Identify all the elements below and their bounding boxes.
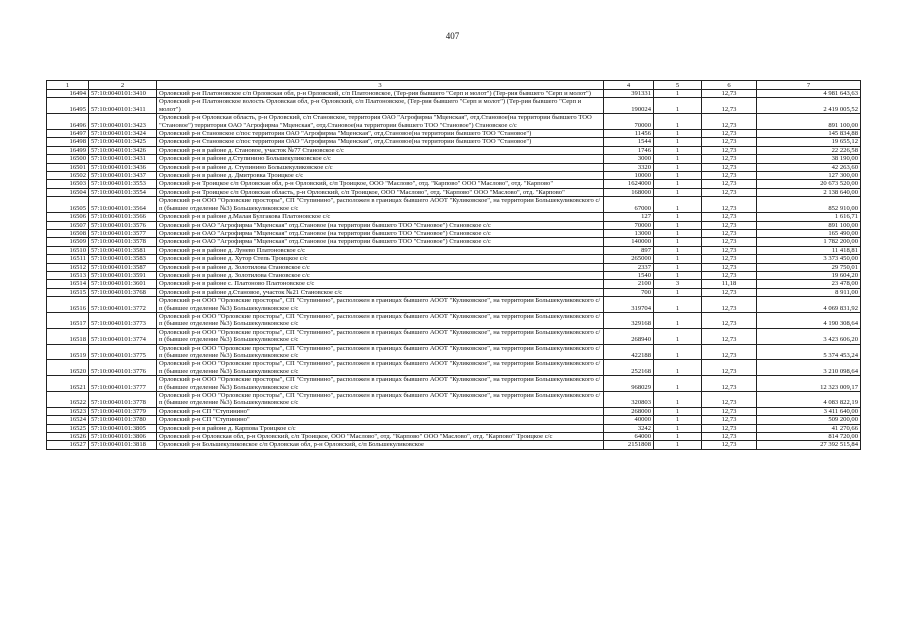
location-description-cell: Орловский р-н в районе д. Золотилова Становское с/с <box>157 263 604 271</box>
location-description-cell: Орловский р-н ООО "Орловские просторы", СП "Ступинино", расположен в границах бывшего АООТ "Куликовское", на территории Большекуликовского с/п (бывшее отделение №3) Большекуликовское с/с <box>157 328 604 344</box>
unit-price-cell: 12,73 <box>702 172 757 180</box>
unit-price-cell: 12,73 <box>702 138 757 146</box>
cadastral-number-cell: 57:10:0040101:3772 <box>89 297 157 313</box>
cadastral-number-cell: 57:10:0040101:3576 <box>89 221 157 229</box>
location-description-cell: Орловский р-н ОАО "Агрофирма "Мценская" отд.Становое (на территории бывшего ТОО "Становое") Становское с/с <box>157 221 604 229</box>
unit-price-cell: 12,73 <box>702 344 757 360</box>
unit-price-cell: 12,73 <box>702 424 757 432</box>
area-cell: 968029 <box>604 376 654 392</box>
unit-price-cell: 12,73 <box>702 297 757 313</box>
unit-price-cell: 12,73 <box>702 263 757 271</box>
area-cell: 319704 <box>604 297 654 313</box>
row-number-cell: 16505 <box>47 197 89 213</box>
table-row <box>47 441 861 449</box>
share-cell: 1 <box>654 441 702 449</box>
area-cell: 64000 <box>604 433 654 441</box>
cadastral-number-cell: 57:10:0040101:3436 <box>89 163 157 171</box>
share-cell: 1 <box>654 197 702 213</box>
row-number-cell: 16517 <box>47 312 89 328</box>
share-cell: 1 <box>654 172 702 180</box>
area-cell: 13000 <box>604 229 654 237</box>
unit-price-cell: 12,73 <box>702 312 757 328</box>
area-cell: 2100 <box>604 280 654 288</box>
share-cell: 1 <box>654 180 702 188</box>
cadastral-number-cell: 57:10:0040101:3437 <box>89 172 157 180</box>
unit-price-cell: 12,73 <box>702 376 757 392</box>
area-cell: 70000 <box>604 114 654 130</box>
location-description-cell: Орловский р-н ООО "Орловские просторы", СП "Ступинино", расположен в границах бывшего АООТ "Куликовское", на территории Большекуликовского с/п (бывшее отделение №3) Большекуликовское с/с <box>157 392 604 408</box>
area-cell: 190024 <box>604 98 654 114</box>
location-description-cell: Орловский р-н в районе д. Становое, участок №77 Становское с/с <box>157 146 604 154</box>
share-cell: 1 <box>654 238 702 246</box>
location-description-cell: Орловский р-н в районе д. Золотилова Становское с/с <box>157 271 604 279</box>
share-cell: 1 <box>654 114 702 130</box>
table-row <box>47 392 861 408</box>
table-header-row <box>47 81 861 90</box>
table-row <box>47 163 861 171</box>
row-number-cell: 16509 <box>47 238 89 246</box>
table-row <box>47 255 861 263</box>
table-row <box>47 280 861 288</box>
cadastral-number-cell: 57:10:0040101:3777 <box>89 376 157 392</box>
cadastral-value-cell: 27 392 515,84 <box>757 441 861 449</box>
unit-price-cell: 12,73 <box>702 221 757 229</box>
row-number-cell: 16504 <box>47 188 89 196</box>
location-description-cell: Орловский р-н в районе д.Ступинино Большекуликовское с/с <box>157 155 604 163</box>
cadastral-value-cell: 2 138 640,00 <box>757 188 861 196</box>
area-cell: 329168 <box>604 312 654 328</box>
row-number-cell: 16514 <box>47 280 89 288</box>
header-cell: 5 <box>654 81 702 90</box>
location-description-cell: Орловский р-н Троицкое с/п Орловская область, р-н Орловский, с/п Троицкое, ООО "Маслово", отд. "Карпово" ООО "Маслово", отд. "Карпово" <box>157 188 604 196</box>
cadastral-number-cell: 57:10:0040101:3591 <box>89 271 157 279</box>
area-cell: 1544 <box>604 138 654 146</box>
area-cell: 1624000 <box>604 180 654 188</box>
location-description-cell: Орловский р-н Орловская обл, р-н Орловский, с/п Троицкое, ООО "Маслово", отд. "Карпово" ООО "Маслово", отд. "Карпово" Троицкое с/с <box>157 433 604 441</box>
table-row <box>47 407 861 415</box>
location-description-cell: Орловский р-н ООО "Орловские просторы", СП "Ступинино", расположен в границах бывшего АООТ "Куликовское", на территории Большекуликовского с/п (бывшее отделение №3) Большекуликовское с/с <box>157 360 604 376</box>
share-cell: 1 <box>654 424 702 432</box>
area-cell: 3242 <box>604 424 654 432</box>
cadastral-value-cell: 5 374 453,24 <box>757 344 861 360</box>
unit-price-cell: 12,73 <box>702 98 757 114</box>
share-cell: 1 <box>654 255 702 263</box>
cadastral-value-cell: 509 200,00 <box>757 416 861 424</box>
area-cell: 320803 <box>604 392 654 408</box>
row-number-cell: 16498 <box>47 138 89 146</box>
table-row <box>47 180 861 188</box>
row-number-cell: 16502 <box>47 172 89 180</box>
row-number-cell: 16510 <box>47 246 89 254</box>
share-cell: 1 <box>654 312 702 328</box>
cadastral-value-cell: 2 419 005,52 <box>757 98 861 114</box>
location-description-cell: Орловский р-н Платоновское с/п Орловская обл, р-н Орловский, с/п Платоновское, (Тер-рия бывшего "Серп и молот") (Тер-рия бывшего "Серп и молот") <box>157 90 604 98</box>
row-number-cell: 16500 <box>47 155 89 163</box>
share-cell: 1 <box>654 246 702 254</box>
cadastral-number-cell: 57:10:0040101:3774 <box>89 328 157 344</box>
row-number-cell: 16508 <box>47 229 89 237</box>
row-number-cell: 16527 <box>47 441 89 449</box>
unit-price-cell: 12,73 <box>702 246 757 254</box>
share-cell: 1 <box>654 138 702 146</box>
header-cell: 4 <box>604 81 654 90</box>
cadastral-value-cell: 23 478,00 <box>757 280 861 288</box>
cadastral-number-cell: 57:10:0040101:3554 <box>89 188 157 196</box>
table-row <box>47 155 861 163</box>
cadastral-value-cell: 4 190 308,64 <box>757 312 861 328</box>
cadastral-value-cell: 814 720,00 <box>757 433 861 441</box>
unit-price-cell: 12,73 <box>702 271 757 279</box>
share-cell: 1 <box>654 328 702 344</box>
share-cell: 1 <box>654 155 702 163</box>
row-number-cell: 16523 <box>47 407 89 415</box>
share-cell: 1 <box>654 297 702 313</box>
row-number-cell: 16521 <box>47 376 89 392</box>
row-number-cell: 16520 <box>47 360 89 376</box>
unit-price-cell: 12,73 <box>702 328 757 344</box>
table-row <box>47 416 861 424</box>
location-description-cell: Орловский р-н в районе д. Ступинино Большекуликовское с/с <box>157 163 604 171</box>
unit-price-cell: 12,73 <box>702 163 757 171</box>
cadastral-value-cell: 1 782 200,00 <box>757 238 861 246</box>
area-cell: 1746 <box>604 146 654 154</box>
cadastral-number-cell: 57:10:0040101:3564 <box>89 197 157 213</box>
location-description-cell: Орловский р-н СП "Ступинино" <box>157 407 604 415</box>
share-cell: 1 <box>654 288 702 296</box>
location-description-cell: Орловский р-н в районе д.Становое, участок №21 Становское с/с <box>157 288 604 296</box>
share-cell: 1 <box>654 130 702 138</box>
cadastral-value-cell: 12 323 009,17 <box>757 376 861 392</box>
unit-price-cell: 12,73 <box>702 407 757 415</box>
row-number-cell: 16512 <box>47 263 89 271</box>
table-row <box>47 130 861 138</box>
table-row <box>47 263 861 271</box>
cadastral-value-cell: 4 069 831,92 <box>757 297 861 313</box>
row-number-cell: 16524 <box>47 416 89 424</box>
cadastral-number-cell: 57:10:0040101:3779 <box>89 407 157 415</box>
area-cell: 422188 <box>604 344 654 360</box>
location-description-cell: Орловский р-н Орловская область, р-н Орловский, с/п Становское, территория ОАО "Агрофирма "Мценская", отд.Становое(на территории бывшего ТОО "Становое") территория ОАО "Агрофирма "Мценская", отд.Становое(на территории бывшего ТОО "Становое") Становское с/с <box>157 114 604 130</box>
location-description-cell: Орловский р-н Платоновское волость Орловская обл, р-н Орловский, с/п Платоновское, (Тер-рия бывшего "Серп и молот") (Тер-рия бывшего "Серп и молот") <box>157 98 604 114</box>
header-cell: 6 <box>702 81 757 90</box>
area-cell: 67000 <box>604 197 654 213</box>
table-row <box>47 376 861 392</box>
location-description-cell: Орловский р-н ОАО "Агрофирма "Мценская" отд.Становое (на территории бывшего ТОО "Становое") Становское с/с <box>157 238 604 246</box>
row-number-cell: 16525 <box>47 424 89 432</box>
cadastral-value-cell: 42 263,60 <box>757 163 861 171</box>
cadastral-value-cell: 19 604,20 <box>757 271 861 279</box>
unit-price-cell: 12,73 <box>702 130 757 138</box>
location-description-cell: Орловский р-н в районе д.Малая Булгакова Платоновское с/с <box>157 213 604 221</box>
unit-price-cell: 12,73 <box>702 197 757 213</box>
unit-price-cell: 12,73 <box>702 441 757 449</box>
area-cell: 700 <box>604 288 654 296</box>
cadastral-value-cell: 891 100,00 <box>757 221 861 229</box>
unit-price-cell: 12,73 <box>702 213 757 221</box>
share-cell: 1 <box>654 407 702 415</box>
row-number-cell: 16518 <box>47 328 89 344</box>
share-cell: 1 <box>654 188 702 196</box>
cadastral-value-cell: 3 210 098,64 <box>757 360 861 376</box>
area-cell: 265000 <box>604 255 654 263</box>
cadastral-value-cell: 19 655,12 <box>757 138 861 146</box>
unit-price-cell: 12,73 <box>702 114 757 130</box>
location-description-cell: Орловский р-н ООО "Орловские просторы", СП "Ступинино", расположен в границах бывшего АООТ "Куликовское", на территории Большекуликовского с/п (бывшее отделение №3) Большекуликовское с/с <box>157 376 604 392</box>
row-number-cell: 16503 <box>47 180 89 188</box>
page-number: 407 <box>445 31 460 41</box>
table-row <box>47 271 861 279</box>
header-cell: 3 <box>157 81 604 90</box>
cadastral-value-cell: 1 616,71 <box>757 213 861 221</box>
cadastral-number-cell: 57:10:0040101:3426 <box>89 146 157 154</box>
unit-price-cell: 12,73 <box>702 360 757 376</box>
header-cell: 7 <box>757 81 861 90</box>
cadastral-value-cell: 145 834,88 <box>757 130 861 138</box>
unit-price-cell: 12,73 <box>702 416 757 424</box>
row-number-cell: 16516 <box>47 297 89 313</box>
share-cell: 1 <box>654 263 702 271</box>
unit-price-cell: 12,73 <box>702 238 757 246</box>
share-cell: 1 <box>654 98 702 114</box>
area-cell: 11456 <box>604 130 654 138</box>
table-row <box>47 172 861 180</box>
area-cell: 1540 <box>604 271 654 279</box>
cadastral-value-cell: 127 300,00 <box>757 172 861 180</box>
cadastral-value-cell: 4 981 643,63 <box>757 90 861 98</box>
cadastral-value-cell: 891 100,00 <box>757 114 861 130</box>
header-cell: 2 <box>89 81 157 90</box>
unit-price-cell: 12,73 <box>702 255 757 263</box>
area-cell: 10000 <box>604 172 654 180</box>
cadastral-value-cell: 4 083 822,19 <box>757 392 861 408</box>
cadastral-number-cell: 57:10:0040101:3775 <box>89 344 157 360</box>
row-number-cell: 16495 <box>47 98 89 114</box>
cadastral-value-cell: 852 910,00 <box>757 197 861 213</box>
area-cell: 127 <box>604 213 654 221</box>
cadastral-number-cell: 57:10:0040101:3583 <box>89 255 157 263</box>
location-description-cell: Орловский р-н ОАО "Агрофирма "Мценская" отд.Становое (на территории бывшего ТОО "Становое") Становское с/с <box>157 229 604 237</box>
location-description-cell: Орловский р-н ООО "Орловские просторы", СП "Ступинино", расположен в границах бывшего АООТ "Куликовское", на территории Большекуликовского с/п (бывшее отделение №3) Большекуликовское с/с <box>157 344 604 360</box>
cadastral-value-cell: 41 270,66 <box>757 424 861 432</box>
table-row <box>47 328 861 344</box>
row-number-cell: 16497 <box>47 130 89 138</box>
cadastral-number-cell: 57:10:0040101:3581 <box>89 246 157 254</box>
unit-price-cell: 12,73 <box>702 90 757 98</box>
cadastral-number-cell: 57:10:0040101:3806 <box>89 433 157 441</box>
share-cell: 1 <box>654 376 702 392</box>
area-cell: 391331 <box>604 90 654 98</box>
cadastral-value-cell: 29 750,01 <box>757 263 861 271</box>
location-description-cell: Орловский р-н ООО "Орловские просторы", СП "Ступинино", расположен в границах бывшего АООТ "Куликовское", на территории Большекуликовского с/п (бывшее отделение №3) Большекуликовское с/с <box>157 297 604 313</box>
location-description-cell: Орловский р-н в районе д. Карпова Троицкое с/с <box>157 424 604 432</box>
location-description-cell: Орловский р-н Становское с/пос территория ОАО "Агрофирма "Мценская", отд.Становое(на территории бывшего ТОО "Становое") <box>157 130 604 138</box>
table-row <box>47 114 861 130</box>
share-cell: 1 <box>654 360 702 376</box>
share-cell: 3 <box>654 280 702 288</box>
cadastral-value-cell: 165 490,00 <box>757 229 861 237</box>
location-description-cell: Орловский р-н в районе д. Лунево Платоновское с/с <box>157 246 604 254</box>
cadastral-number-cell: 57:10:0040101:3410 <box>89 90 157 98</box>
area-cell: 268000 <box>604 407 654 415</box>
table-row <box>47 344 861 360</box>
unit-price-cell: 12,73 <box>702 433 757 441</box>
unit-price-cell: 12,73 <box>702 146 757 154</box>
unit-price-cell: 12,73 <box>702 155 757 163</box>
cadastral-number-cell: 57:10:0040101:3431 <box>89 155 157 163</box>
table-body <box>47 90 861 450</box>
location-description-cell: Орловский р-н СП "Ступинино" <box>157 416 604 424</box>
share-cell: 1 <box>654 416 702 424</box>
area-cell: 268940 <box>604 328 654 344</box>
table-row <box>47 238 861 246</box>
table-row <box>47 221 861 229</box>
table-row <box>47 197 861 213</box>
share-cell: 1 <box>654 213 702 221</box>
table-row <box>47 138 861 146</box>
location-description-cell: Орловский р-н ООО "Орловские просторы", СП "Ступинино", расположен в границах бывшего АООТ "Куликовское", на территории Большекуликовского с/п (бывшее отделение №3) Большекуликовское с/с <box>157 197 604 213</box>
table-row <box>47 424 861 432</box>
area-cell: 70000 <box>604 221 654 229</box>
share-cell: 1 <box>654 221 702 229</box>
area-cell: 897 <box>604 246 654 254</box>
table-row <box>47 360 861 376</box>
location-description-cell: Орловский р-н в районе д. Хутор Степь Троицкое с/с <box>157 255 604 263</box>
area-cell: 168000 <box>604 188 654 196</box>
cadastral-number-cell: 57:10:0040101:3424 <box>89 130 157 138</box>
cadastral-number-cell: 57:10:0040101:3780 <box>89 416 157 424</box>
header-cell: 1 <box>47 81 89 90</box>
table-row <box>47 312 861 328</box>
unit-price-cell: 12,73 <box>702 392 757 408</box>
land-registry-table <box>46 80 861 450</box>
row-number-cell: 16515 <box>47 288 89 296</box>
cadastral-number-cell: 57:10:0040101:3601 <box>89 280 157 288</box>
table-row <box>47 288 861 296</box>
share-cell: 1 <box>654 344 702 360</box>
unit-price-cell: 12,73 <box>702 188 757 196</box>
table-row <box>47 98 861 114</box>
table-row <box>47 297 861 313</box>
cadastral-number-cell: 57:10:0040101:3553 <box>89 180 157 188</box>
area-cell: 2337 <box>604 263 654 271</box>
cadastral-value-cell: 3 423 606,20 <box>757 328 861 344</box>
cadastral-value-cell: 3 373 450,00 <box>757 255 861 263</box>
cadastral-value-cell: 38 190,00 <box>757 155 861 163</box>
share-cell: 1 <box>654 433 702 441</box>
area-cell: 3000 <box>604 155 654 163</box>
cadastral-number-cell: 57:10:0040101:3818 <box>89 441 157 449</box>
share-cell: 1 <box>654 229 702 237</box>
table-row <box>47 146 861 154</box>
cadastral-number-cell: 57:10:0040101:3423 <box>89 114 157 130</box>
area-cell: 3320 <box>604 163 654 171</box>
area-cell: 252168 <box>604 360 654 376</box>
table-row <box>47 188 861 196</box>
row-number-cell: 16519 <box>47 344 89 360</box>
share-cell: 1 <box>654 163 702 171</box>
share-cell: 1 <box>654 271 702 279</box>
location-description-cell: Орловский р-н Становское с/пос территория ОАО "Агрофирма "Мценская", отд.Становое(на территории бывшего ТОО "Становое") <box>157 138 604 146</box>
cadastral-value-cell: 22 226,58 <box>757 146 861 154</box>
row-number-cell: 16496 <box>47 114 89 130</box>
row-number-cell: 16511 <box>47 255 89 263</box>
cadastral-value-cell: 3 411 640,00 <box>757 407 861 415</box>
cadastral-number-cell: 57:10:0040101:3578 <box>89 238 157 246</box>
share-cell: 1 <box>654 90 702 98</box>
location-description-cell: Орловский р-н Большекуликовское с/п Орловская обл, р-н Орловский, с/п Большекуликовское <box>157 441 604 449</box>
row-number-cell: 16526 <box>47 433 89 441</box>
unit-price-cell: 12,73 <box>702 229 757 237</box>
unit-price-cell: 11,18 <box>702 280 757 288</box>
location-description-cell: Орловский р-н в районе с. Платоново Платоновское с/с <box>157 280 604 288</box>
table-row <box>47 90 861 98</box>
area-cell: 40000 <box>604 416 654 424</box>
row-number-cell: 16506 <box>47 213 89 221</box>
row-number-cell: 16501 <box>47 163 89 171</box>
cadastral-number-cell: 57:10:0040101:3587 <box>89 263 157 271</box>
unit-price-cell: 12,73 <box>702 180 757 188</box>
share-cell: 1 <box>654 146 702 154</box>
area-cell: 2151808 <box>604 441 654 449</box>
table-row <box>47 213 861 221</box>
cadastral-number-cell: 57:10:0040101:3577 <box>89 229 157 237</box>
table-row <box>47 433 861 441</box>
location-description-cell: Орловский р-н ООО "Орловские просторы", СП "Ступинино", расположен в границах бывшего АООТ "Куликовское", на территории Большекуликовского с/п (бывшее отделение №3) Большекуликовское с/с <box>157 312 604 328</box>
row-number-cell: 16494 <box>47 90 89 98</box>
row-number-cell: 16513 <box>47 271 89 279</box>
area-cell: 140000 <box>604 238 654 246</box>
row-number-cell: 16499 <box>47 146 89 154</box>
cadastral-value-cell: 8 911,00 <box>757 288 861 296</box>
cadastral-number-cell: 57:10:0040101:3425 <box>89 138 157 146</box>
cadastral-value-cell: 11 418,81 <box>757 246 861 254</box>
share-cell: 1 <box>654 392 702 408</box>
row-number-cell: 16522 <box>47 392 89 408</box>
cadastral-value-cell: 20 673 520,00 <box>757 180 861 188</box>
cadastral-number-cell: 57:10:0040101:3805 <box>89 424 157 432</box>
cadastral-number-cell: 57:10:0040101:3768 <box>89 288 157 296</box>
location-description-cell: Орловский р-н в районе д. Дмитровка Троицкое с/с <box>157 172 604 180</box>
unit-price-cell: 12,73 <box>702 288 757 296</box>
location-description-cell: Орловский р-н Троицкое с/п Орловская обл, р-н Орловский, с/п Троицкое, ООО "Маслово", отд. "Карпово" ООО "Маслово", отд. "Карпово" <box>157 180 604 188</box>
table-row <box>47 229 861 237</box>
table-row <box>47 246 861 254</box>
cadastral-number-cell: 57:10:0040101:3776 <box>89 360 157 376</box>
cadastral-number-cell: 57:10:0040101:3566 <box>89 213 157 221</box>
cadastral-number-cell: 57:10:0040101:3411 <box>89 98 157 114</box>
cadastral-number-cell: 57:10:0040101:3773 <box>89 312 157 328</box>
row-number-cell: 16507 <box>47 221 89 229</box>
cadastral-number-cell: 57:10:0040101:3778 <box>89 392 157 408</box>
